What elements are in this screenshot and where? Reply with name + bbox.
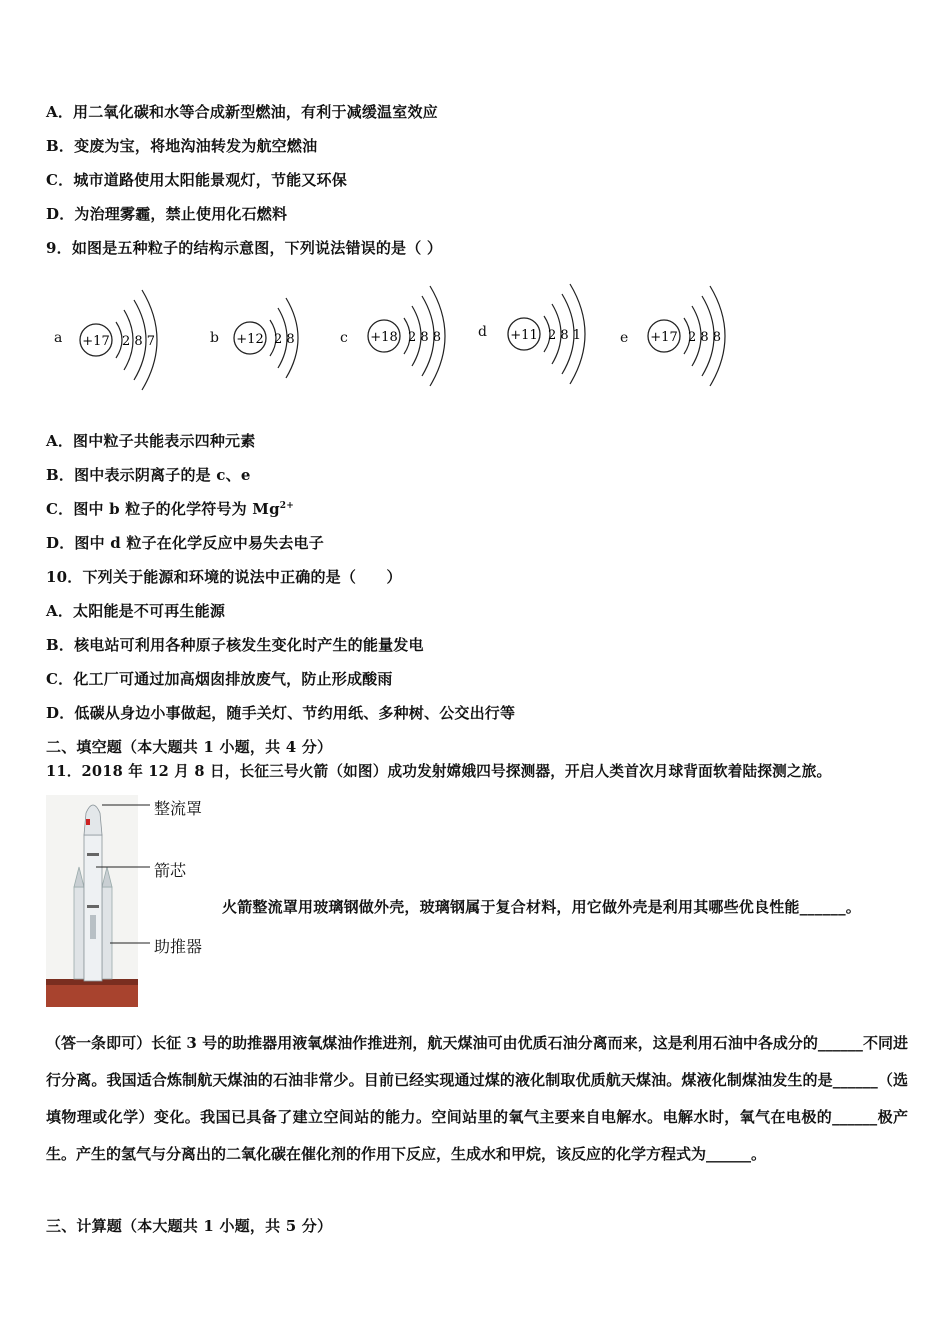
q9-option-c [46,499,294,519]
atom-shells: 2 8 [274,332,295,347]
q10-option-d: D．低碳从身边小事做起，随手关灯、节约用纸、多种树、公交出行等 [46,704,516,722]
atom-nucleus: +11 [510,328,538,343]
rocket-figure [46,795,236,1007]
atom-label: c [340,330,348,346]
q8-option-c: C．城市道路使用太阳能景观灯，节能又环保 [46,171,347,189]
atom-shells: 2 8 1 [548,328,582,343]
atom-shells: 2 8 8 [688,330,722,345]
rocket-label-booster: 助推器 [154,937,203,956]
atom-nucleus: +12 [236,332,264,347]
atom-shell-icon [340,288,490,388]
atom-nucleus: +17 [650,330,678,345]
q10-option-c: C．化工厂可通过加高烟囱排放废气，防止形成酸雨 [46,670,393,688]
atom-label: d [478,324,487,340]
section-2-heading: 二、填空题（本大题共 1 小题，共 4 分） [46,738,333,756]
q11-paragraph: （答一条即可）长征 3 号的助推器用液氧煤油作推进剂，航天煤油可由优质石油分离而来，这是利用石油中各成分的______不同进行分离。我国适合炼制航天煤油的石油非常少。目前已经实现通过煤的液化制取优质航天煤油。煤液化制煤油发生的是______（选填物理或化学）变化。我国已具备了建立空间站的能力。空间站里的氧气主要来自电解水。电解水时，氧气在电极的______极产生。产生的氢气与分离出的二氧化碳在催化剂的作用下反应，生成水和甲烷，该反应的化学方程式为______。 [46,1034,908,1163]
atom-nucleus: +18 [370,330,398,345]
atom-label: e [620,330,629,346]
atom-shell-icon [620,288,770,388]
atom-diagram-b [210,288,360,388]
q10-stem: 10．下列关于能源和环境的说法中正确的是（ ） [46,568,402,586]
q9-option-a: A．图中粒子共能表示四种元素 [46,432,256,450]
q9-option-b: B．图中表示阴离子的是 c、e [46,466,251,484]
atom-label: b [210,330,219,346]
atom-shell-icon [478,288,628,388]
q10-option-a: A．太阳能是不可再生能源 [46,602,226,620]
q8-option-d: D．为治理雾霾，禁止使用化石燃料 [46,205,288,223]
atom-diagram-d [478,288,628,388]
q11-stem: 11．2018 年 12 月 8 日，长征三号火箭（如图）成功发射嫦娥四号探测器，开启人类首次月球背面软着陆探测之旅。 [46,763,832,780]
atom-nucleus: +17 [82,334,110,349]
q11-side-text: 火箭整流罩用玻璃钢做外壳，玻璃钢属于复合材料，用它做外壳是利用其哪些优良性能______。 [222,898,862,916]
atom-diagram-e [620,288,770,388]
rocket-label-fairing: 整流罩 [154,799,203,818]
atom-shells: 2 8 7 [122,334,156,349]
rocket-label-core: 箭芯 [154,861,187,880]
q9-option-c-charge: 2+ [279,501,295,511]
section-3-heading: 三、计算题（本大题共 1 小题，共 5 分） [46,1217,333,1235]
q9-option-d: D．图中 d 粒子在化学反应中易失去电子 [46,534,324,552]
atom-label: a [54,330,63,346]
atom-shell-icon [210,288,360,388]
q8-option-a: A．用二氧化碳和水等合成新型燃油，有利于减缓温室效应 [46,103,438,121]
q9-option-c-text: C．图中 b 粒子的化学符号为 Mg [46,500,280,518]
atom-diagram-a [54,288,204,388]
atom-shells: 2 8 8 [408,330,442,345]
atom-diagram-c [340,288,490,388]
atom-shell-icon [54,288,204,388]
q9-stem: 9．如图是五种粒子的结构示意图，下列说法错误的是（ ） [46,239,443,257]
q8-option-b: B．变废为宝，将地沟油转发为航空燃油 [46,137,318,155]
rocket-icon [46,795,236,1007]
q10-option-b: B．核电站可利用各种原子核发生变化时产生的能量发电 [46,636,424,654]
